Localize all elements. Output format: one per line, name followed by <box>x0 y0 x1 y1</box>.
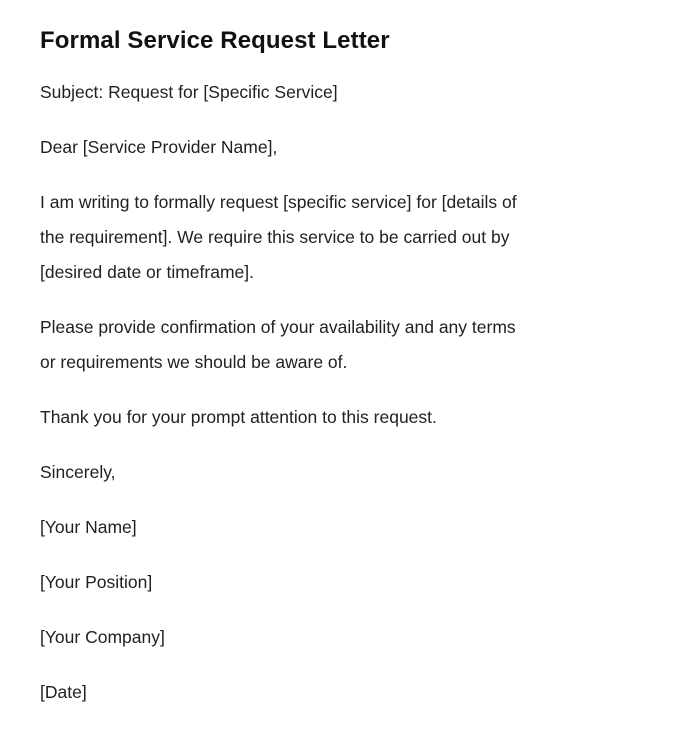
paragraph-line: Sincerely, <box>40 462 116 482</box>
paragraph-line: Dear [Service Provider Name], <box>40 137 278 157</box>
paragraph <box>40 510 660 545</box>
paragraph-line: Please provide confirmation of your availability and any terms <box>40 317 516 337</box>
paragraph <box>40 565 660 600</box>
paragraph-line: the requirement]. We require this service to be carried out by <box>40 227 510 247</box>
paragraph <box>40 185 660 290</box>
page-title: Formal Service Request Letter <box>40 27 390 54</box>
paragraph-line: [Date] <box>40 682 87 702</box>
paragraph <box>40 130 660 165</box>
paragraph <box>40 310 660 380</box>
paragraph <box>40 675 660 710</box>
letter-body <box>40 75 660 710</box>
paragraph-line: [Your Name] <box>40 517 137 537</box>
paragraph-line: Subject: Request for [Specific Service] <box>40 82 338 102</box>
paragraph-line: [Your Company] <box>40 627 165 647</box>
paragraph-line: [Your Position] <box>40 572 153 592</box>
paragraph <box>40 620 660 655</box>
paragraph <box>40 75 660 110</box>
paragraph <box>40 400 660 435</box>
paragraph-line: [desired date or timeframe]. <box>40 262 254 282</box>
paragraph-line: Thank you for your prompt attention to this request. <box>40 407 437 427</box>
paragraph-line: I am writing to formally request [specific service] for [details of <box>40 192 517 212</box>
paragraph <box>40 455 660 490</box>
paragraph-line: or requirements we should be aware of. <box>40 352 348 372</box>
